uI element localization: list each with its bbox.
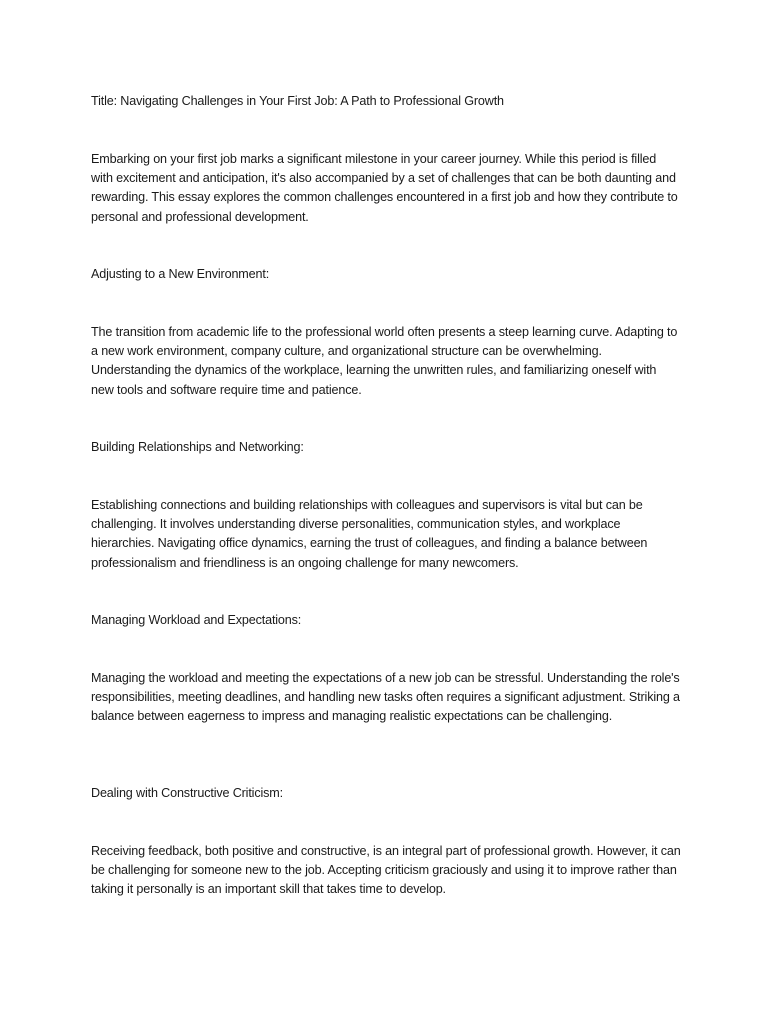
section-body-relationships: Establishing connections and building relationships with colleagues and supervisors is vital but can be challenging. It involves understanding diverse personalities, communication styles, and workplace hierarchies. Navigating office dynamics, earning the trust of colleagues, and finding a balance between professionalism and friendliness is an ongoing challenge for many newcomers. bbox=[91, 498, 648, 570]
intro-paragraph: Embarking on your first job marks a significant milestone in your career journey. While this period is filled with excitement and anticipation, it's also accompanied by a set of challenges that can be both daunting and rewarding. This essay explores the common challenges encountered in a first job and how they contribute to personal and professional development. bbox=[91, 152, 678, 224]
section-body-criticism: Receiving feedback, both positive and constructive, is an integral part of professional growth. However, it can be challenging for someone new to the job. Accepting criticism graciously and using it to improve rather than taking it personally is an important skill that takes time to develop. bbox=[91, 844, 681, 897]
document-title: Title: Navigating Challenges in Your First Job: A Path to Professional Growth bbox=[91, 94, 504, 108]
section-body-workload: Managing the workload and meeting the expectations of a new job can be stressful. Understanding the role's responsibilities, meeting deadlines, and handling new tasks often requires a significant adjustment. Striking a balance between eagerness to impress and managing realistic expectations can be challenging. bbox=[91, 671, 680, 724]
section-heading-relationships: Building Relationships and Networking: bbox=[91, 440, 304, 454]
section-heading-workload: Managing Workload and Expectations: bbox=[91, 613, 302, 627]
section-heading-adjusting: Adjusting to a New Environment: bbox=[91, 267, 270, 281]
section-heading-criticism: Dealing with Constructive Criticism: bbox=[91, 786, 283, 800]
section-body-adjusting: The transition from academic life to the professional world often presents a steep learning curve. Adapting to a new work environment, company culture, and organizational structure can be overwhelming. Understanding the dynamics of the workplace, learning the unwritten rules, and familiarizing oneself with new tools and software require time and patience. bbox=[91, 325, 678, 397]
